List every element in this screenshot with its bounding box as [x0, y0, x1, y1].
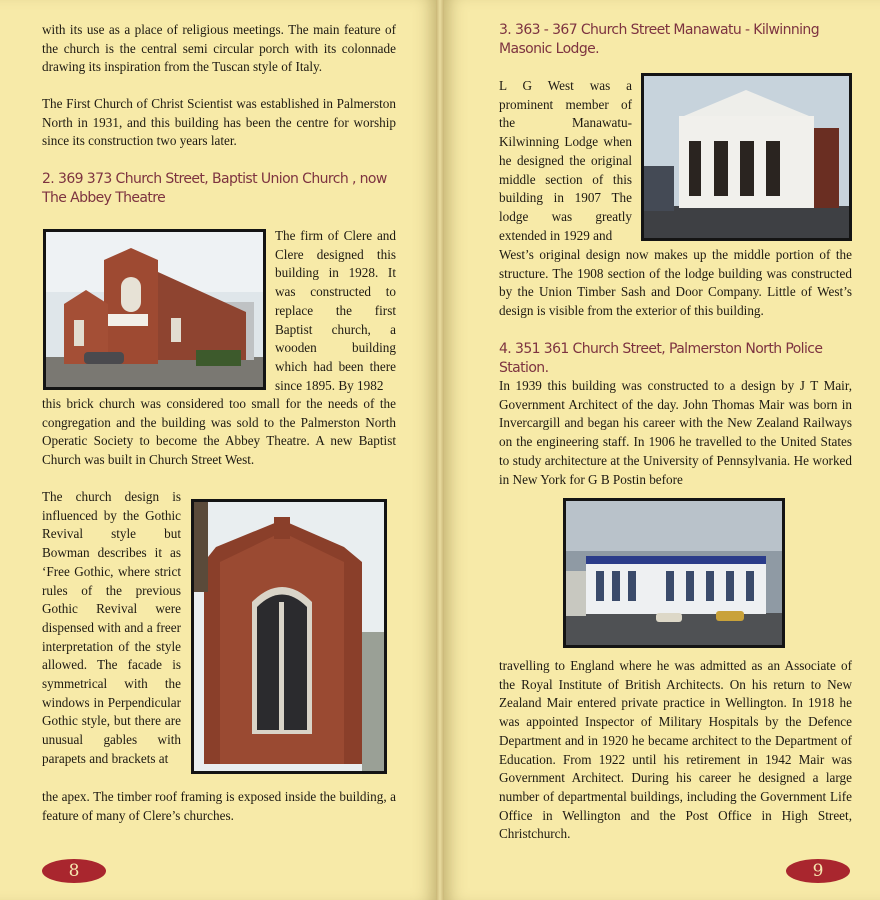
- section-2-paragraph-2-full: the apex. The timber roof framing is exposed inside the building, a feature of many of Clere’s churches.: [42, 789, 396, 823]
- police-station-photo: [563, 498, 785, 648]
- section-2-heading: 2. 369 373 Church Street, Baptist Union Church , now The Abbey Theatre: [42, 171, 387, 206]
- section-2-paragraph-1-wrapped: The firm of Clere and Clere designed this building in 1928. It was constructed to replace the first Baptist church, a wooden building which had been there since 1895. By 1982: [275, 228, 396, 393]
- intro-paragraph: with its use as a place of religious meetings. The main feature of the church is the central semi circular porch with its colonnade drawing its inspiration from the Tuscan style of Italy.: [42, 22, 396, 75]
- section-2-paragraph-1-full: this brick church was considered too small for the needs of the congregation and the building was sold to the Palmerston North Operatic Society to become the Abbey Theatre. A new Baptist Church was built in Church Street West.: [42, 396, 396, 468]
- book-gutter: [436, 0, 444, 900]
- section-3-heading: 3. 363 - 367 Church Street Manawatu - Kilwinning Masonic Lodge.: [499, 22, 819, 57]
- baptist-church-photo: [43, 229, 266, 390]
- section-3-paragraph-full: West’s original design now makes up the middle portion of the structure. The 1908 section of the lodge building was constructed by the Union Timber Sash and Door Company. Little of West’s design is visible from the exterior of this building.: [499, 247, 852, 319]
- first-church-paragraph: The First Church of Christ Scientist was established in Palmerston North in 1931, and this building has been the centre for worship since its construction two years later.: [42, 96, 396, 149]
- masonic-lodge-photo: [641, 73, 852, 241]
- section-4-heading: 4. 351 361 Church Street, Palmerston North Police Station.: [499, 341, 823, 376]
- right-page: [444, 0, 880, 900]
- church-window-photo: [191, 499, 387, 774]
- section-2-paragraph-2-wrapped: The church design is influenced by the Gothic Revival style but Bowman describes it as ‘Free Gothic, where strict rules of the previous Gothic Revival were dispensed with and a freer interpretation of the style allowed. The facade is symmetrical with the windows in Perpendicular Gothic style, but there are unusual gables with parapets and brackets at: [42, 489, 181, 766]
- section-4-paragraph-2: travelling to England where he was admitted as an Associate of the Royal Institute of British Architects. On his return to New Zealand Mair entered private practice in Wellington. In 1918 he was appointed Inspector of Military Hospitals by the Defence Department and in 1920 he became architect to the Department of Education. From 1922 until his retirement in 1942 Mair was Government Architect. During his career he designed a large number of departmental buildings, including the Government Life Office in Wellington and the Post Office in High Street, Christchurch.: [499, 658, 852, 842]
- left-page: [0, 0, 436, 900]
- page-number-9: 9: [786, 859, 850, 883]
- section-4-paragraph-1: In 1939 this building was constructed to a design by J T Mair, Government Architect of the day. John Thomas Mair was born in Invercargill and began his career with the New Zealand Railways on the engineering staff. In 1906 he travelled to the United States to study architecture at the University of Pennsylvania. He worked in New York for G B Postin before: [499, 378, 852, 487]
- section-3-paragraph-wrapped: L G West was a prominent member of the Manawatu-Kilwinning Lodge when he designed the original middle section of this building in 1907 The lodge was greatly extended in 1929 and: [499, 78, 632, 243]
- page-number-8: 8: [42, 859, 106, 883]
